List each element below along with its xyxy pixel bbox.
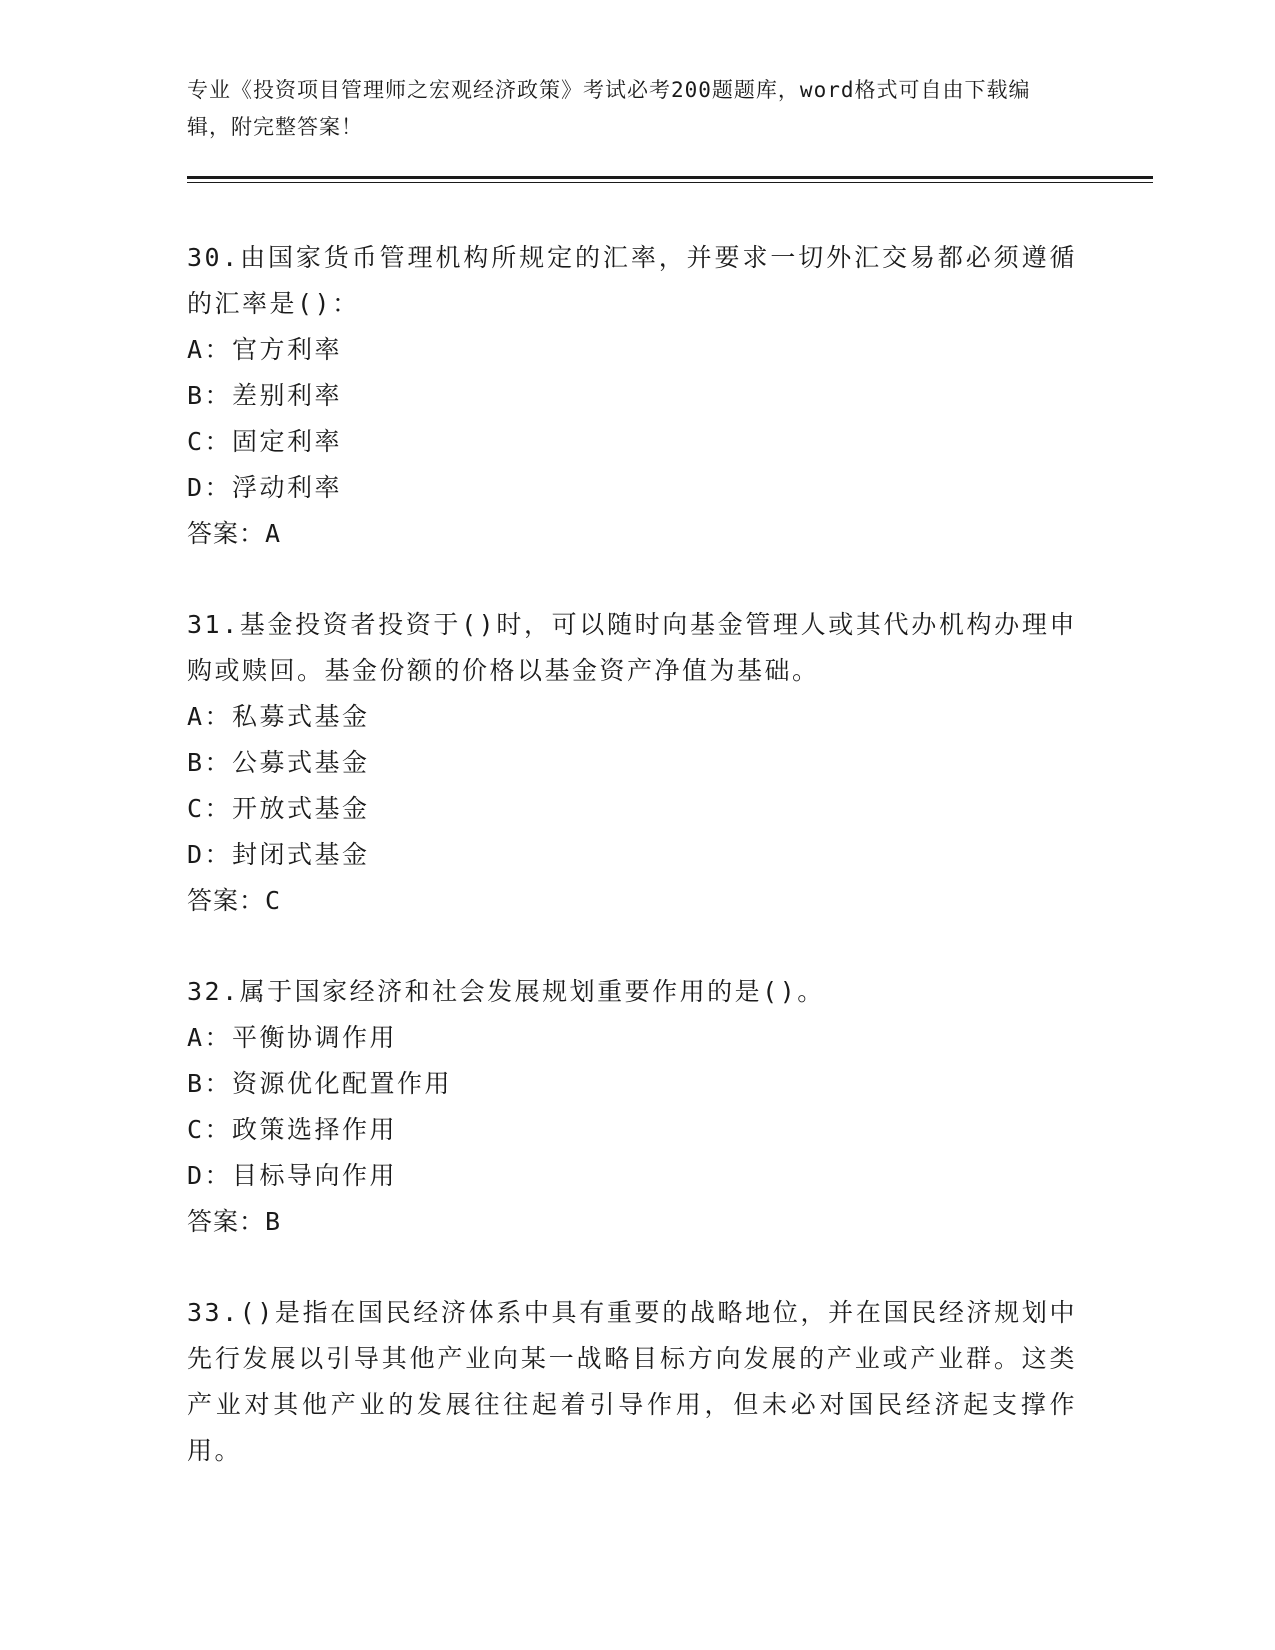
answer-line [187, 511, 1077, 557]
option-c: C：开放式基金 [187, 794, 370, 823]
answer-value: B [265, 1207, 282, 1236]
header-divider-thick [187, 176, 1153, 179]
option-c: C：政策选择作用 [187, 1115, 398, 1144]
option-d: D：目标导向作用 [187, 1161, 398, 1190]
option-a: A：平衡协调作用 [187, 1023, 398, 1052]
option-a: A：私募式基金 [187, 702, 370, 731]
question-32 [187, 969, 1077, 1245]
question-31 [187, 602, 1077, 924]
question-text: 33.()是指在国民经济体系中具有重要的战略地位，并在国民经济规划中先行发展以引导其他产业向某一战略目标方向发展的产业或产业群。这类产业对其他产业的发展往往起着引导作用，但未必对国民经济起支撑作用。 [187, 1298, 1077, 1465]
document-intro: 专业《投资项目管理师之宏观经济政策》考试必考200题题库，word格式可自由下载编辑，附完整答案！ [187, 78, 1031, 139]
answer-label: 答案： [187, 886, 266, 915]
answer-value: A [265, 519, 282, 548]
answer-line [187, 878, 1077, 924]
option-b: B：资源优化配置作用 [187, 1069, 453, 1098]
option-d: D：浮动利率 [187, 473, 343, 502]
question-33 [187, 1290, 1077, 1474]
header-divider-thin [187, 182, 1153, 183]
question-text: 32.属于国家经济和社会发展规划重要作用的是()。 [187, 977, 825, 1006]
answer-label: 答案： [187, 519, 266, 548]
option-a: A：官方利率 [187, 335, 343, 364]
question-30 [187, 235, 1077, 557]
answer-value: C [265, 886, 282, 915]
answer-line [187, 1199, 1077, 1245]
answer-label: 答案： [187, 1207, 266, 1236]
option-b: B：公募式基金 [187, 748, 370, 777]
question-list [187, 235, 1077, 1519]
option-d: D：封闭式基金 [187, 840, 370, 869]
question-text: 30.由国家货币管理机构所规定的汇率，并要求一切外汇交易都必须遵循的汇率是()： [187, 243, 1077, 318]
question-text: 31.基金投资者投资于()时，可以随时向基金管理人或其代办机构办理申购或赎回。基金份额的价格以基金资产净值为基础。 [187, 610, 1077, 685]
option-c: C：固定利率 [187, 427, 343, 456]
option-b: B：差别利率 [187, 381, 343, 410]
